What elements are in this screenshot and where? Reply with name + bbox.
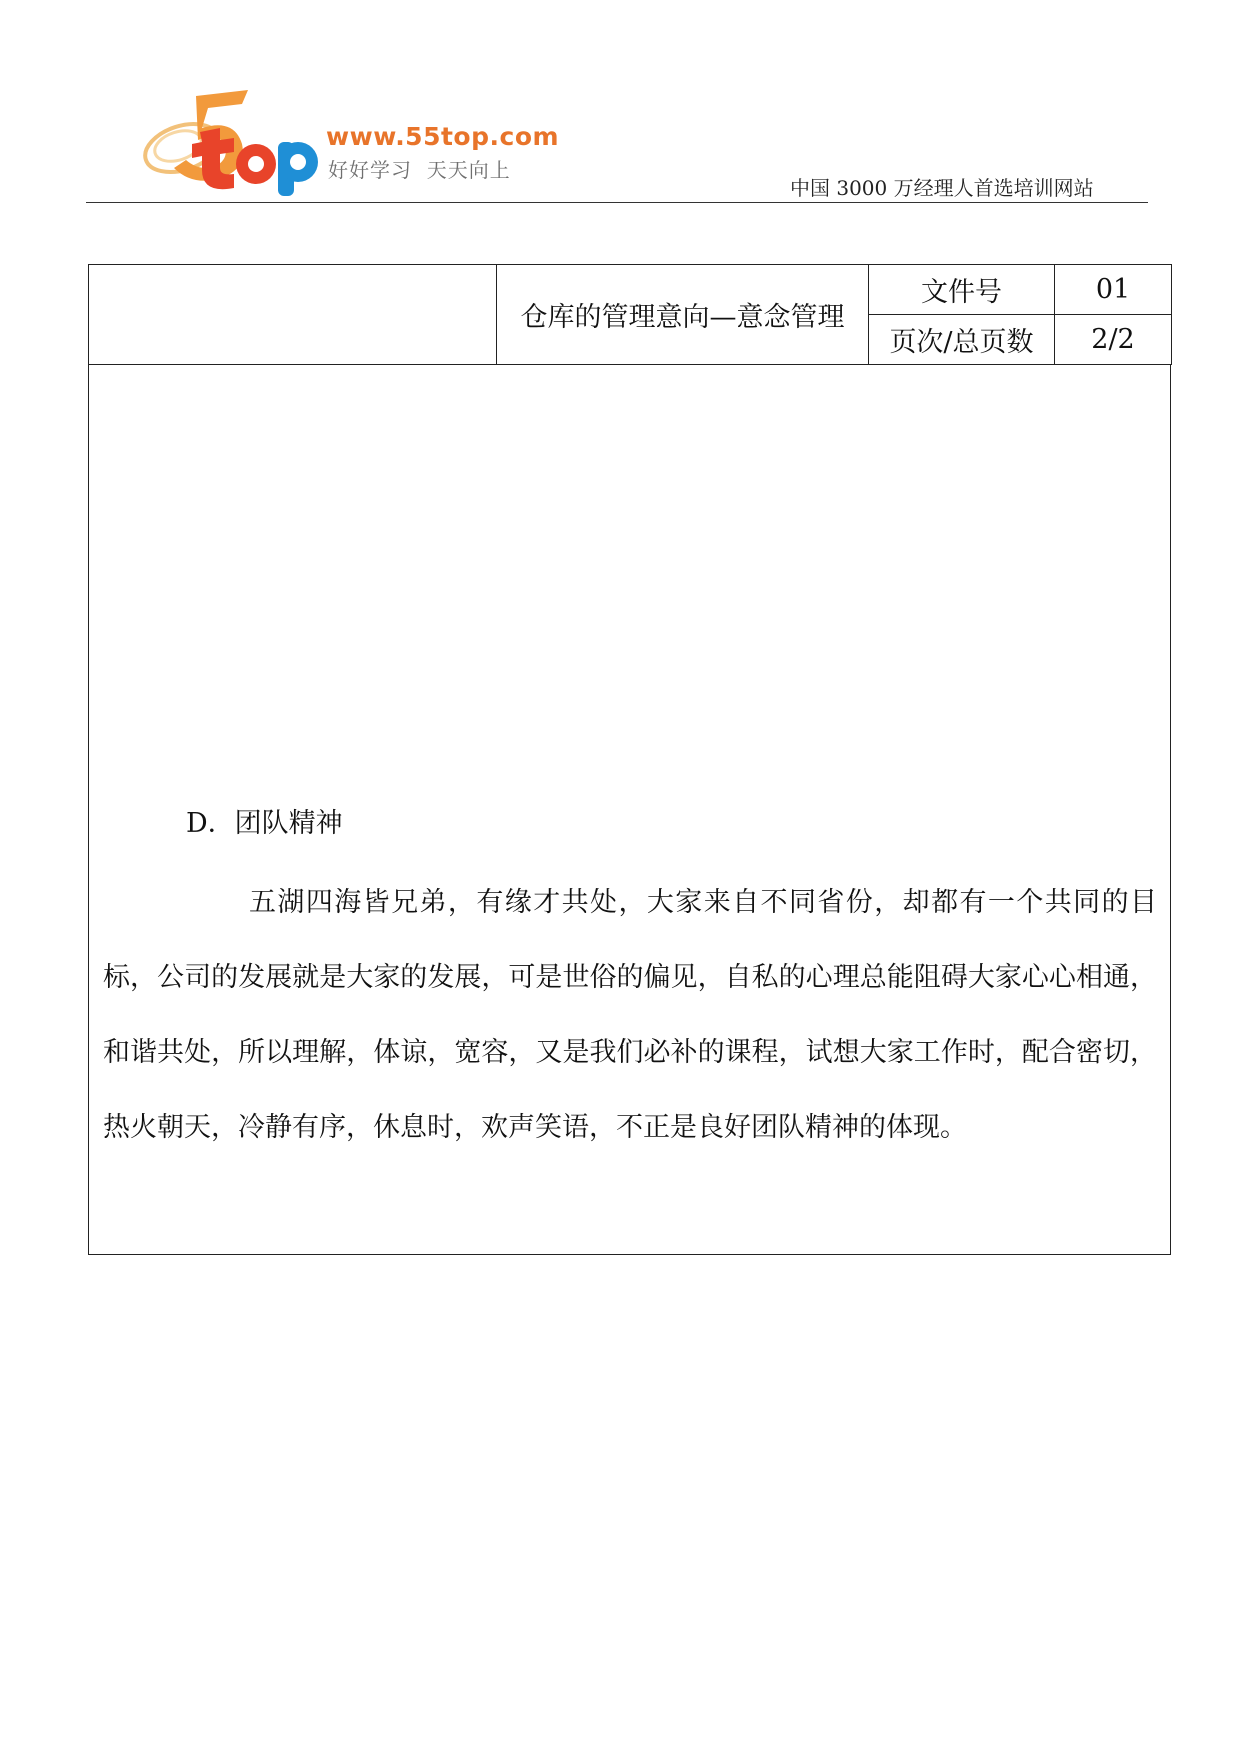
logo-url-text: www.55top.com <box>326 122 560 151</box>
logo-slogan: 好好学习 天天向上 <box>328 158 511 182</box>
page-count-label: 页次/总页数 <box>869 315 1055 365</box>
section-heading: D．团队精神 <box>186 808 343 839</box>
header-tagline: 中国 3000 万经理人首选培训网站 <box>790 176 1094 200</box>
blank-cell <box>89 265 497 365</box>
content-paragraph: 五湖四海皆兄弟，有缘才共处，大家来自不同省份，却都有一个共同的目标，公司的发展就是大家的发展，可是世俗的偏见，自私的心理总能阻碍大家心心相通，和谐共处，所以理解，体谅，宽容，又是我们必补的课程，试想大家工作时，配合密切，热火朝天，冷静有序，休息时，欢声笑语，不正是良好团队精神的体现。 <box>103 887 1157 1143</box>
content-box <box>88 365 1171 1255</box>
header-divider <box>86 202 1148 203</box>
file-number-label: 文件号 <box>869 265 1055 315</box>
55top-logo-icon <box>138 88 323 198</box>
site-logo <box>138 88 558 198</box>
page-count-value: 2/2 <box>1055 315 1172 365</box>
document-title: 仓库的管理意向—意念管理 <box>497 265 869 365</box>
file-number-value: 01 <box>1055 265 1172 315</box>
document-header-table <box>88 264 1172 365</box>
